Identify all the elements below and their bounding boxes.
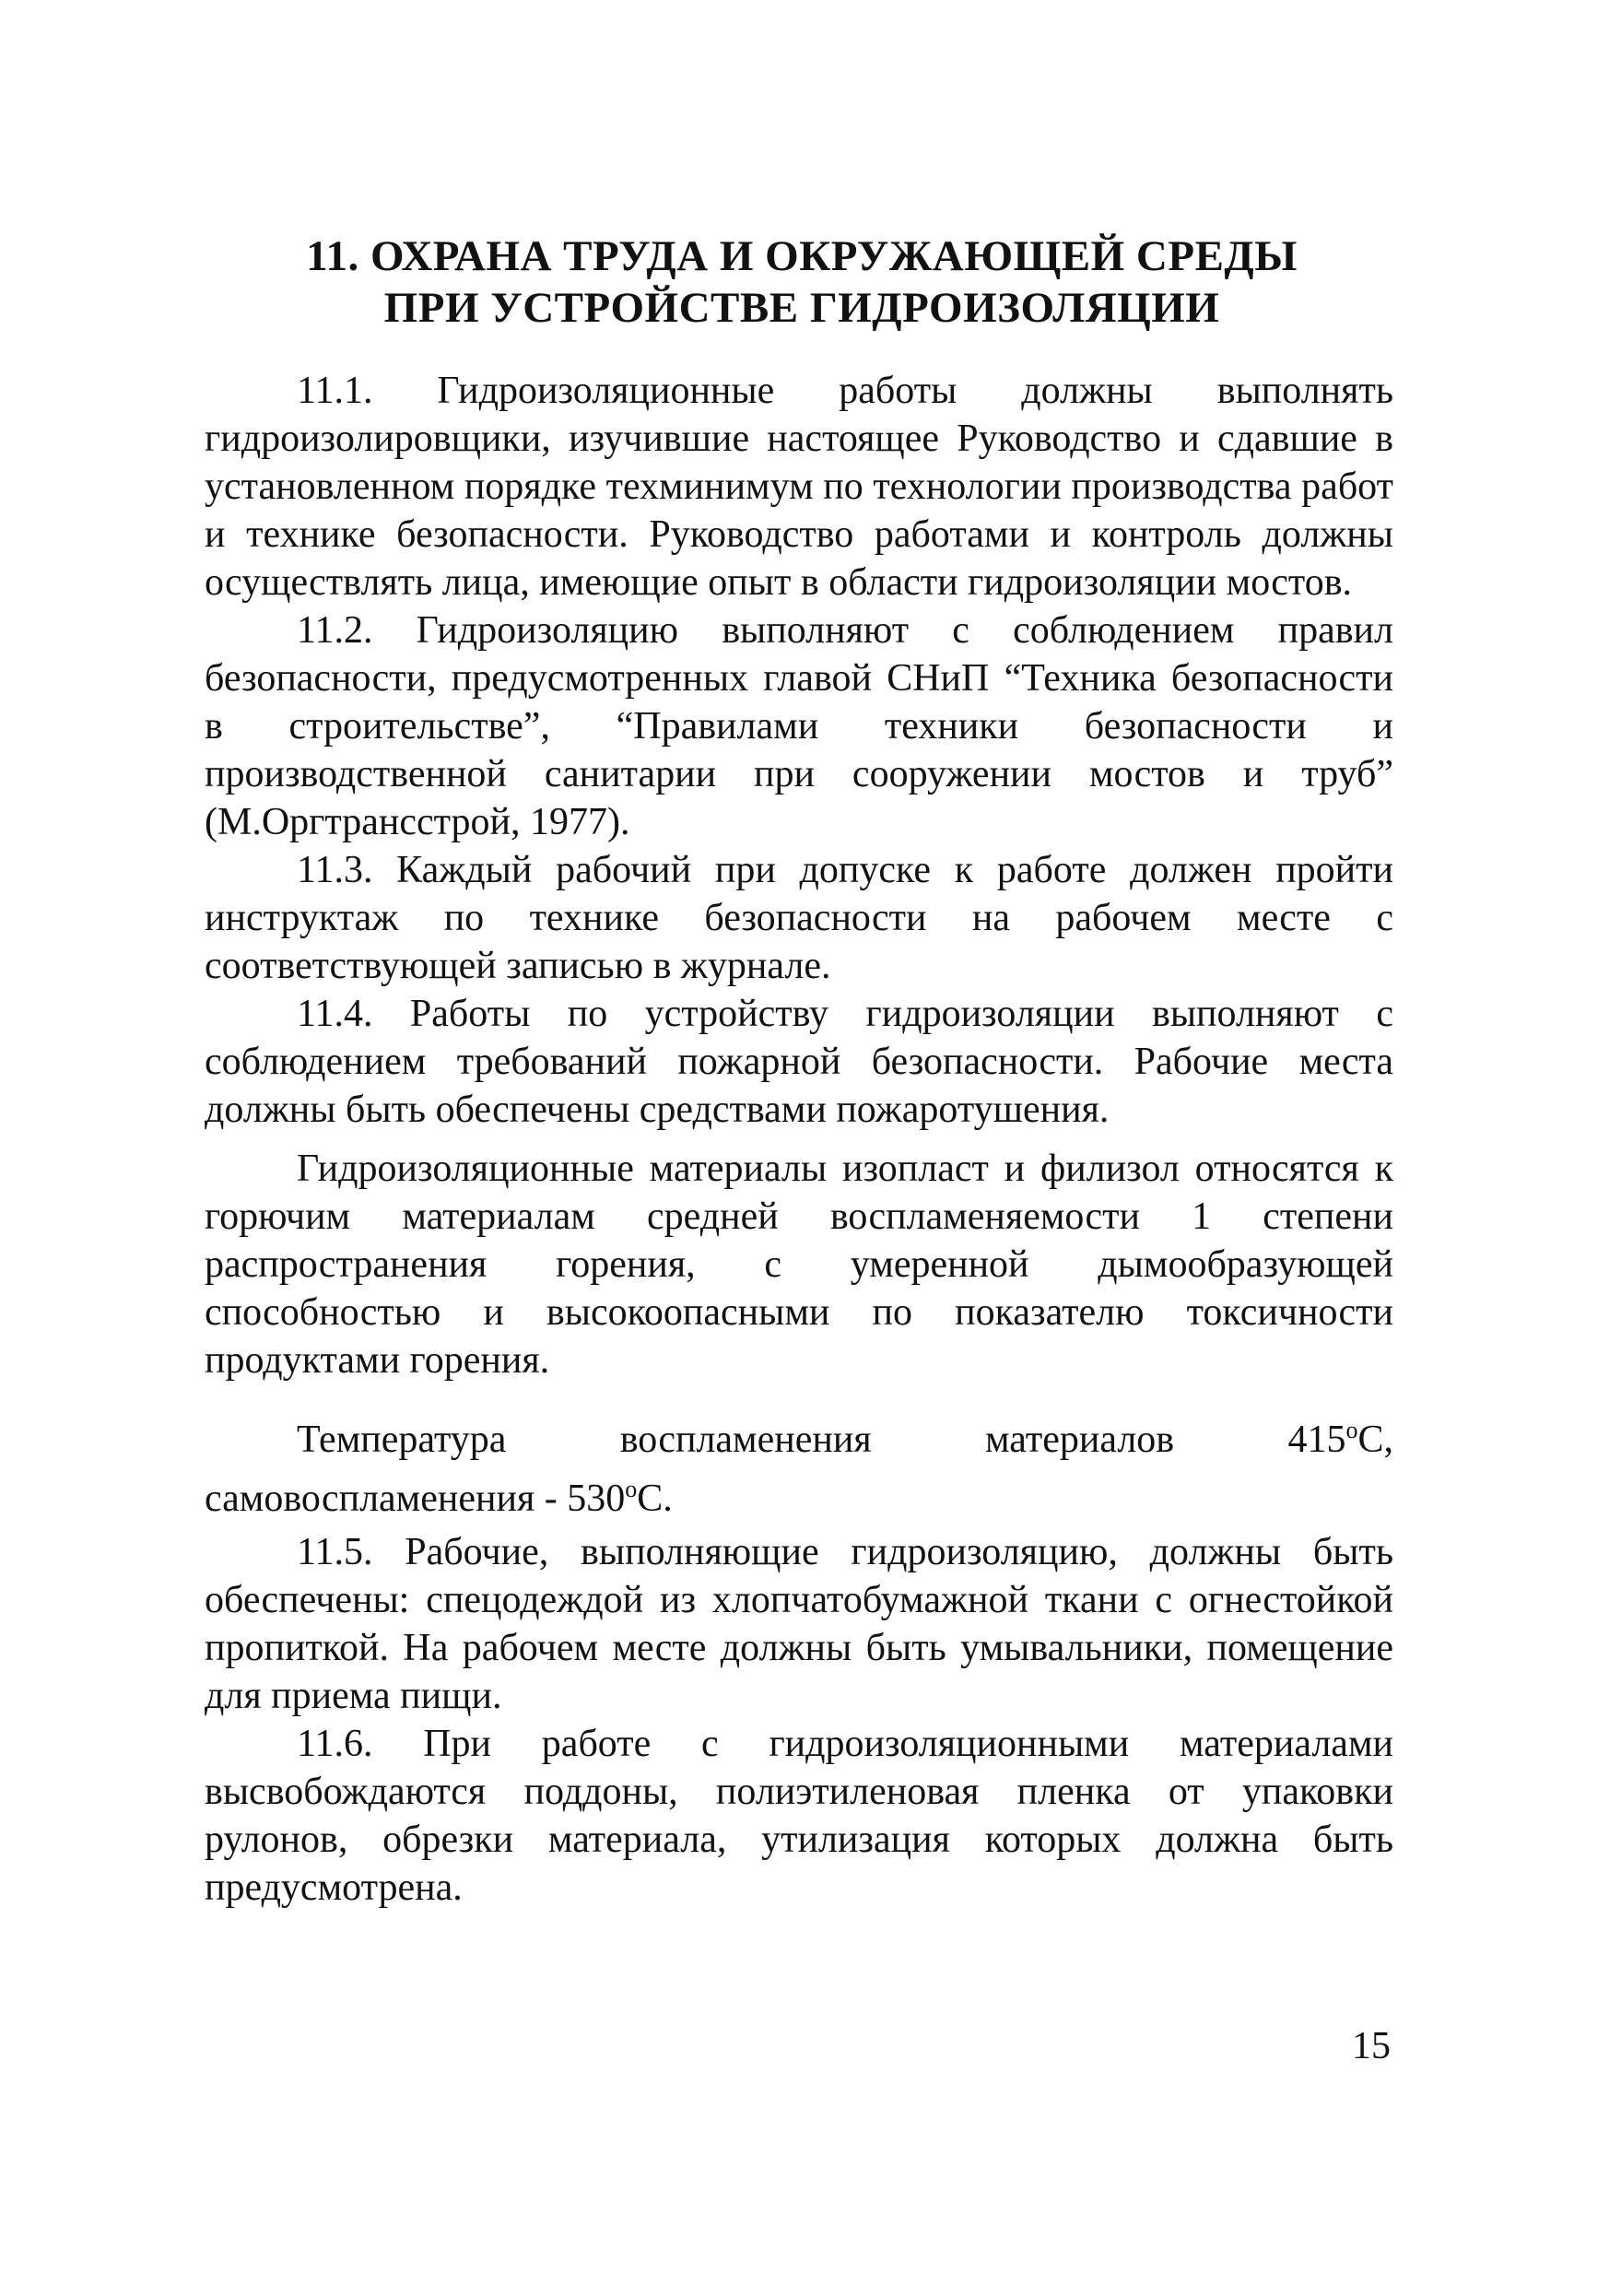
heading-line-2: ПРИ УСТРОЙСТВЕ ГИДРОИЗОЛЯЦИИ — [383, 284, 1220, 332]
section-heading — [203, 230, 1401, 334]
page-number: 15 — [1352, 2025, 1391, 2067]
paragraph-11-3: 11.3. Каждый рабочий при допуске к работе должен пройти инструктаж по технике безопасности на рабочем месте с соответствующей записью в журнале. — [205, 849, 1393, 987]
paragraph-materials: Гидроизоляционные материалы изопласт и филизол относятся к горючим материалам средней воспламеняемости 1 степени распространения горения, с умеренной дымообразующей способностью и высокоопасными по показателю токсичности продуктами горения. — [205, 1148, 1393, 1382]
heading-line-1: 11. ОХРАНА ТРУДА И ОКРУЖАЮЩЕЙ СРЕДЫ — [306, 232, 1298, 280]
paragraph-11-5: 11.5. Рабочие, выполняющие гидроизоляцию, должны быть обеспечены: спецодеждой из хлопчатобумажной ткани с огнестойкой пропиткой. На рабочем месте должны быть умывальники, помещение для приема пищи. — [205, 1531, 1393, 1717]
degree-sign-2: o — [625, 1476, 638, 1502]
document-body — [205, 367, 1393, 1912]
temperature-text-3: С. — [637, 1478, 673, 1520]
paragraph-11-4: 11.4. Работы по устройству гидроизоляции выполняют с соблюдением требований пожарной безопасности. Рабочие места должны быть обеспечены средствами пожаротушения. — [205, 993, 1393, 1131]
paragraph-11-6: 11.6. При работе с гидроизоляционными материалами высвобождаются поддоны, полиэтиленовая пленка от упаковки рулонов, обрезки материала, утилизация которых должна быть предусмотрена. — [205, 1723, 1393, 1909]
paragraph-11-2: 11.2. Гидроизоляцию выполняют с соблюдением правил безопасности, предусмотренных главой СНиП “Техника безопасности в строительстве”, “Правилами техники безопасности и производственной санитарии при сооружении мостов и труб” (М.Оргтрансстрой, 1977). — [205, 609, 1393, 843]
degree-sign-1: o — [1345, 1417, 1358, 1443]
temperature-text-1: Температура воспламенения материалов 415 — [297, 1419, 1346, 1461]
paragraph-temperature — [205, 1410, 1393, 1528]
temperature-text-2: С, самовоспламенения - 530 — [205, 1419, 1393, 1520]
paragraph-11-1: 11.1. Гидроизоляционные работы должны выполнять гидроизолировщики, изучившие настоящее Руководство и сдавшие в установленном порядке техминимум по технологии производства работ и технике безопасности. Руководство работами и контроль должны осуществлять лица, имеющие опыт в области гидроизоляции мостов. — [205, 370, 1393, 604]
